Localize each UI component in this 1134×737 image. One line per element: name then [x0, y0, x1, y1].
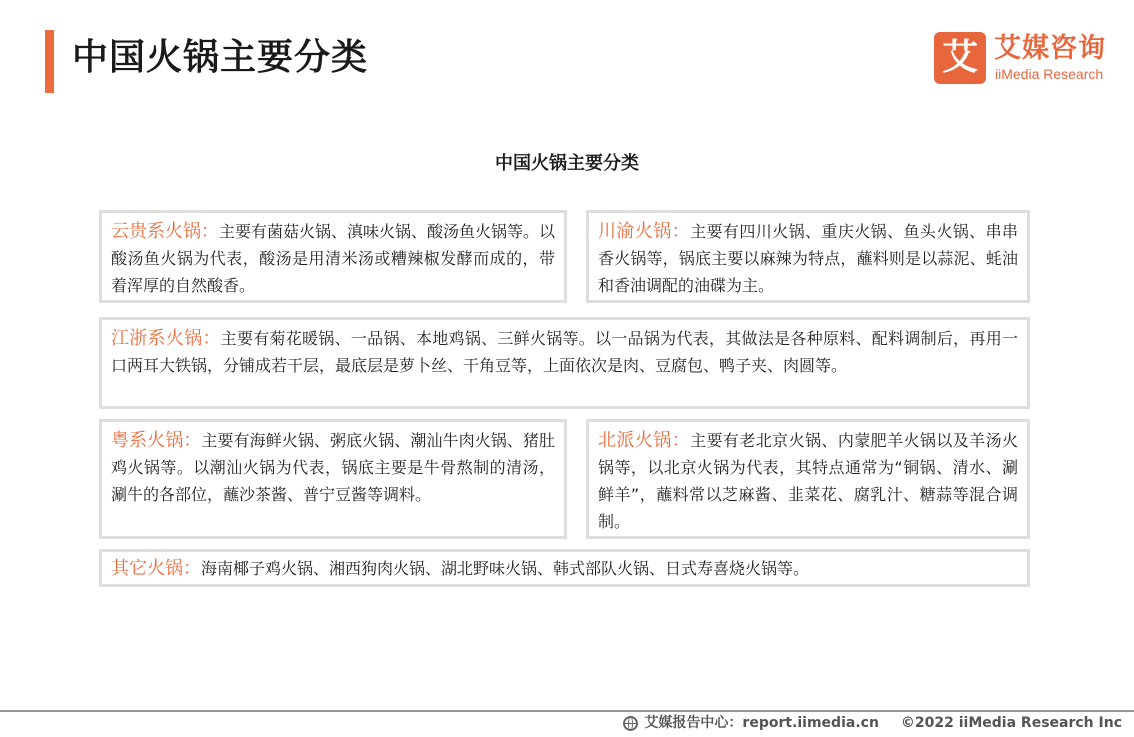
- card-text: 主要有菌菇火锅、滇味火锅、酸汤鱼火锅等。以酸汤鱼火锅为代表，酸汤是用清米汤或糟辣椒发酵而成的，带着浑厚的自然酸香。: [111, 222, 556, 295]
- card-name: 江浙系火锅：: [111, 328, 221, 349]
- imedia-logo: [934, 32, 1114, 88]
- card-text: 主要有菊花暖锅、一品锅、本地鸡锅、三鲜火锅等。以一品锅为代表，其做法是各种原料、配料调制后，再用一口两耳大铁锅，分铺成若干层，最底层是萝卜丝、干角豆等，上面依次是肉、豆腐包、鸭子夹、肉圆等。: [111, 329, 1018, 375]
- card-name: 北派火锅：: [598, 430, 691, 451]
- card-yue-hotpot: [99, 419, 567, 539]
- logo-name-cn: 艾媒咨询: [994, 33, 1106, 64]
- card-name: 其它火锅：: [111, 558, 201, 579]
- card-text: 主要有老北京火锅、内蒙肥羊火锅以及羊汤火锅等，以北京火锅为代表，其特点通常为“铜锅、清水、涮鲜羊”，蘸料常以芝麻酱、韭菜花、腐乳汁、糖蒜等混合调制。: [598, 431, 1018, 531]
- globe-icon: [623, 716, 638, 731]
- footer-source: 艾媒报告中心：report.iimedia.cn: [644, 715, 879, 731]
- title-accent-bar: [45, 30, 54, 93]
- content-title: 中国火锅主要分类: [495, 153, 639, 174]
- card-name: 云贵系火锅：: [111, 221, 219, 242]
- card-yungui-hotpot: [99, 210, 567, 303]
- card-text: 主要有四川火锅、重庆火锅、鱼头火锅、串串香火锅等，锅底主要以麻辣为特点，蘸料则是以蒜泥、蚝油和香油调配的油碟为主。: [598, 222, 1018, 295]
- card-jiangzhe-hotpot: [99, 317, 1030, 409]
- footer-divider: [0, 710, 1134, 712]
- card-chuanyu-hotpot: [586, 210, 1030, 303]
- footer-copyright: ©2022 iiMedia Research Inc: [900, 715, 1122, 731]
- card-name: 粤系火锅：: [111, 430, 202, 451]
- page-title: 中国火锅主要分类: [72, 37, 369, 78]
- logo-mark-icon: 艾: [934, 32, 986, 84]
- footer: [623, 713, 1122, 733]
- card-beipai-hotpot: [586, 419, 1030, 539]
- logo-name-en: iiMedia Research: [995, 66, 1104, 82]
- card-text: 主要有海鲜火锅、粥底火锅、潮汕牛肉火锅、猪肚鸡火锅等。以潮汕火锅为代表，锅底主要是牛骨熬制的清汤，涮牛的各部位，蘸沙茶酱、普宁豆酱等调料。: [111, 431, 555, 504]
- card-other-hotpot: [99, 549, 1030, 587]
- card-name: 川渝火锅：: [598, 221, 691, 242]
- card-text: 海南椰子鸡火锅、湘西狗肉火锅、湖北野味火锅、韩式部队火锅、日式寿喜烧火锅等。: [201, 559, 810, 578]
